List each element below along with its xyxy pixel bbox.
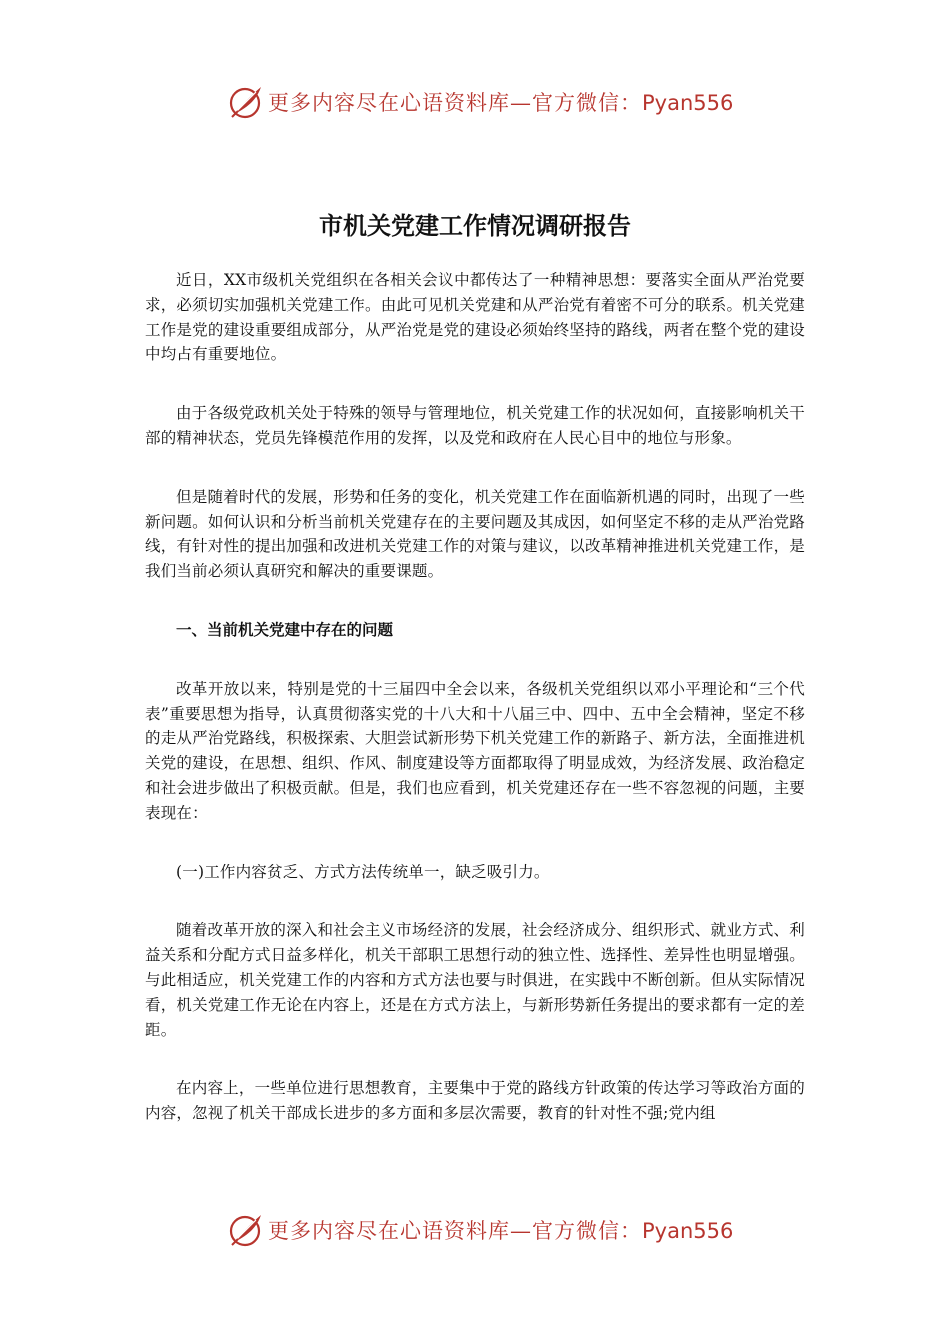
banner-text: 更多内容尽在心语资料库—官方微信：Pyan556 xyxy=(268,1219,734,1243)
banner-text: 更多内容尽在心语资料库—官方微信：Pyan556 xyxy=(268,91,734,115)
paragraph: 随着改革开放的深入和社会主义市场经济的发展，社会经济成分、组织形式、就业方式、利益关系和分配方式日益多样化，机关干部职工思想行动的独立性、选择性、差异性也明显增强。与此相适应，机关党建工作的内容和方式方法也要与时俱进，在实践中不断创新。但从实际情况看，机关党建工作无论在内容上，还是在方式方法上，与新形势新任务提出的要求都有一定的差距。 xyxy=(145,921,805,1039)
footer-banner xyxy=(0,1210,950,1250)
document-title: 市机关党建工作情况调研报告 xyxy=(319,212,631,240)
subsection-heading: (一)工作内容贫乏、方式方法传统单一，缺乏吸引力。 xyxy=(176,862,550,881)
wechat-account: Pyan556 xyxy=(642,1219,734,1243)
paragraph: 近日，XX市级机关党组织在各相关会议中都传达了一种精神思想：要落实全面从严治党要求，必须切实加强机关党建工作。由此可见机关党建和从严治党有着密不可分的联系。机关党建工作是党的建设重要组成部分，从严治党是党的建设必须始终坚持的路线，两者在整个党的建设中均占有重要地位。 xyxy=(145,271,805,364)
header-banner xyxy=(0,82,950,122)
wechat-account: Pyan556 xyxy=(642,91,734,115)
quill-logo-icon xyxy=(228,84,264,120)
paragraph: 但是随着时代的发展，形势和任务的变化，机关党建工作在面临新机遇的同时，出现了一些新问题。如何认识和分析当前机关党建存在的主要问题及其成因，如何坚定不移的走从严治党路线，有针对性的提出加强和改进机关党建工作的对策与建议，以改革精神推进机关党建工作，是我们当前必须认真研究和解决的重要课题。 xyxy=(145,487,805,581)
paragraph: 由于各级党政机关处于特殊的领导与管理地位，机关党建工作的状况如何，直接影响机关干部的精神状态，党员先锋模范作用的发挥，以及党和政府在人民心目中的地位与形象。 xyxy=(145,404,805,447)
quill-logo-icon xyxy=(228,1212,264,1248)
paragraph: 在内容上，一些单位进行思想教育，主要集中于党的路线方针政策的传达学习等政治方面的内容，忽视了机关干部成长进步的多方面和多层次需要，教育的针对性不强;党内组 xyxy=(145,1079,805,1123)
section-heading: 一、当前机关党建中存在的问题 xyxy=(176,620,394,639)
paragraph: 改革开放以来，特别是党的十三届四中全会以来，各级机关党组织以邓小平理论和“三个代表”重要思想为指导，认真贯彻落实党的十八大和十八届三中、四中、五中全会精神，坚定不移的走从严治党路线，积极探索、大胆尝试新形势下机关党建工作的新路子、新方法，全面推进机关党的建设，在思想、组织、作风、制度建设等方面都取得了明显成效，为经济发展、政治稳定和社会进步做出了积极贡献。但是，我们也应看到，机关党建还存在一些不容忽视的问题，主要表现在： xyxy=(145,679,805,822)
document-body xyxy=(145,268,805,1160)
